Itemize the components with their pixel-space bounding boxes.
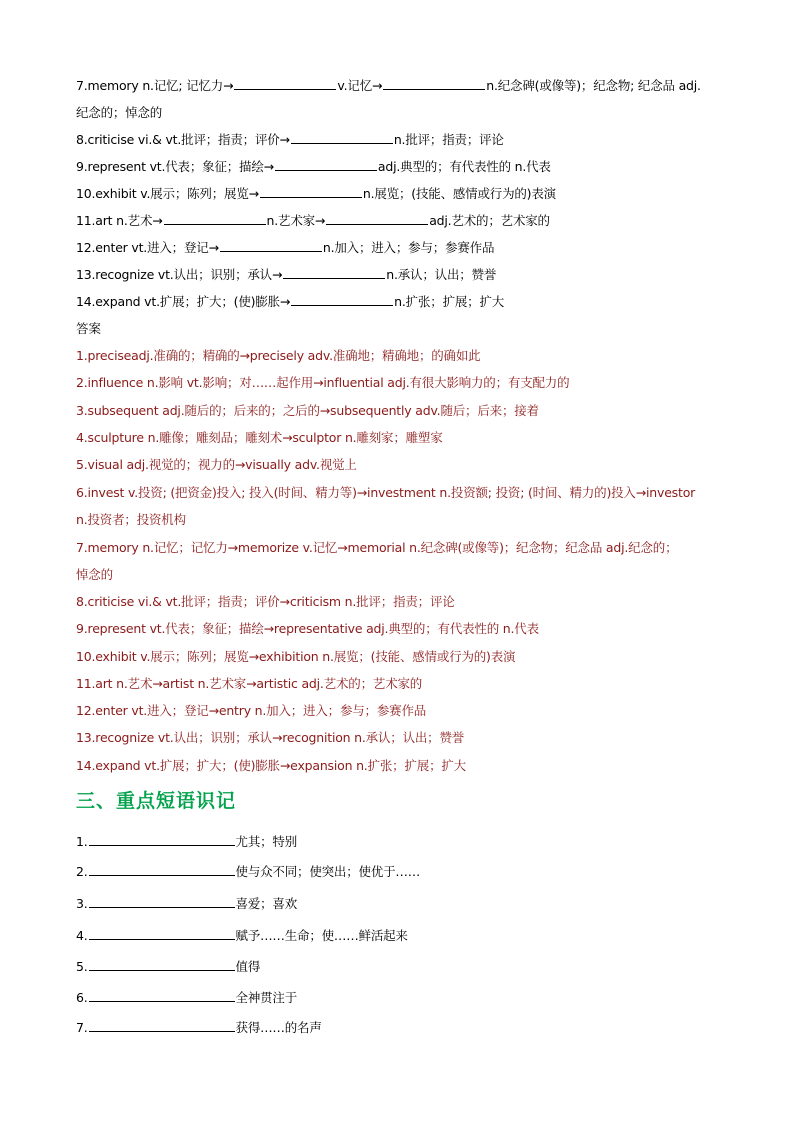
exercise-text: 11.art n.艺术→ — [76, 213, 163, 228]
exercise-line-9 — [76, 157, 726, 177]
phrase-blank[interactable] — [89, 926, 235, 940]
exercise-text: 13.recognize vt.认出；识别；承认→ — [76, 267, 283, 282]
exercise-line-7-cont — [76, 103, 726, 123]
phrase-blank[interactable] — [89, 988, 235, 1002]
answer-line: 11.art n.艺术→artist n.艺术家→artistic adj.艺术的；艺术家的 — [76, 676, 423, 691]
exercise-text: 12.enter vt.进入；登记→ — [76, 240, 219, 255]
phrase-meaning: 全神贯注于 — [235, 990, 298, 1005]
answer-line: 12.enter vt.进入；登记→entry n.加入；进入；参与；参赛作品 — [76, 703, 427, 718]
exercise-text: n.批评；指责；评论 — [393, 132, 504, 147]
phrase-blank[interactable] — [89, 894, 235, 908]
answer-blank[interactable] — [291, 292, 393, 306]
answer-blank[interactable] — [234, 76, 336, 90]
answer-line: 4.sculpture n.雕像；雕刻品；雕刻术→sculptor n.雕刻家；雕塑家 — [76, 430, 443, 445]
phrase-number: 7. — [76, 1020, 88, 1035]
phrase-line-1 — [76, 832, 726, 852]
exercise-text: adj.艺术的；艺术家的 — [429, 213, 550, 228]
answer-line: n.投资者；投资机构 — [76, 512, 186, 527]
phrase-blank[interactable] — [89, 1018, 235, 1032]
answer-line: 5.visual adj.视觉的；视力的→visually adv.视觉上 — [76, 457, 357, 472]
exercise-text: adj.典型的；有代表性的 n.代表 — [377, 159, 551, 174]
answer-blank[interactable] — [164, 211, 266, 225]
exercise-line-8 — [76, 130, 726, 150]
exercise-text: v.记忆→ — [337, 78, 383, 93]
answer-blank[interactable] — [283, 265, 385, 279]
phrase-number: 1. — [76, 834, 88, 849]
phrase-blank[interactable] — [89, 862, 235, 876]
phrase-line-4 — [76, 926, 726, 946]
answer-line: 1.preciseadj.准确的；精确的→precisely adv.准确地；精确地；的确如此 — [76, 348, 481, 363]
answer-blank[interactable] — [275, 157, 377, 171]
answer-line: 9.represent vt.代表；象征；描绘→representative adj.典型的；有代表性的 n.代表 — [76, 621, 539, 636]
exercise-text: n.艺术家→ — [266, 213, 326, 228]
answer-line: 13.recognize vt.认出；识别；承认→recognition n.承认；认出；赞誉 — [76, 730, 465, 745]
phrase-meaning: 值得 — [235, 959, 261, 974]
answer-line: 悼念的 — [76, 567, 113, 582]
phrase-line-7 — [76, 1018, 726, 1038]
answer-line: 10.exhibit v.展示；陈列；展览→exhibition n.展览；(技能、感情或行为的)表演 — [76, 649, 516, 664]
phrase-meaning: 尤其；特别 — [235, 834, 298, 849]
phrase-meaning: 获得……的名声 — [235, 1020, 322, 1035]
exercise-line-11 — [76, 211, 726, 231]
answer-blank[interactable] — [260, 184, 362, 198]
answer-line: 8.criticise vi.& vt.批评；指责；评价→criticism n.批评；指责；评论 — [76, 594, 455, 609]
answer-label: 答案 — [76, 321, 102, 336]
answer-line: 14.expand vt.扩展；扩大；(使)膨胀→expansion n.扩张；扩展；扩大 — [76, 758, 466, 773]
phrase-blank[interactable] — [89, 957, 235, 971]
exercise-line-10 — [76, 184, 726, 204]
exercise-text: 纪念的；悼念的 — [76, 105, 163, 120]
exercise-text: n.纪念碑(或像等)；纪念物; 纪念品 adj. — [486, 78, 701, 93]
answer-blank[interactable] — [326, 211, 428, 225]
phrase-meaning: 使与众不同；使突出；使优于…… — [235, 864, 421, 879]
answer-blank[interactable] — [220, 238, 322, 252]
exercise-text: 10.exhibit v.展示；陈列；展览→ — [76, 186, 259, 201]
exercise-text: 9.represent vt.代表；象征；描绘→ — [76, 159, 274, 174]
phrase-number: 3. — [76, 896, 88, 911]
exercise-text: n.加入；进入；参与；参赛作品 — [322, 240, 495, 255]
exercise-text: 7.memory n.记忆; 记忆力→ — [76, 78, 234, 93]
exercise-text: n.展览；(技能、感情或行为的)表演 — [362, 186, 556, 201]
phrase-line-2 — [76, 862, 726, 882]
section-heading: 三、重点短语识记 — [76, 790, 237, 812]
answer-line: 7.memory n.记忆；记忆力→memorize v.记忆→memorial n.纪念碑(或像等)；纪念物；纪念品 adj.纪念的； — [76, 540, 678, 555]
exercise-text: n.扩张；扩展；扩大 — [394, 294, 505, 309]
exercise-text: 8.criticise vi.& vt.批评；指责；评价→ — [76, 132, 290, 147]
phrase-meaning: 喜爱；喜欢 — [235, 896, 298, 911]
phrase-number: 5. — [76, 959, 88, 974]
phrase-number: 2. — [76, 864, 88, 879]
exercise-line-12 — [76, 238, 726, 258]
exercise-line-7 — [76, 76, 726, 96]
phrase-meaning: 赋予……生命；使……鲜活起来 — [235, 928, 408, 943]
phrase-number: 4. — [76, 928, 88, 943]
phrase-number: 6. — [76, 990, 88, 1005]
exercise-text: 14.expand vt.扩展；扩大；(使)膨胀→ — [76, 294, 291, 309]
phrase-line-3 — [76, 894, 726, 914]
phrase-line-5 — [76, 957, 726, 977]
answer-blank[interactable] — [383, 76, 485, 90]
answer-line: 2.influence n.影响 vt.影响；对……起作用→influential adj.有很大影响力的；有支配力的 — [76, 375, 570, 390]
exercise-line-14 — [76, 292, 726, 312]
answer-line: 3.subsequent adj.随后的；后来的；之后的→subsequently adv.随后；后来；接着 — [76, 403, 539, 418]
exercise-line-13 — [76, 265, 726, 285]
phrase-line-6 — [76, 988, 726, 1008]
phrase-blank[interactable] — [89, 832, 235, 846]
exercise-text: n.承认；认出；赞誉 — [386, 267, 497, 282]
answer-line: 6.invest v.投资; (把资金)投入; 投入(时间、精力等)→investment n.投资额; 投资; (时间、精力的)投入→investor — [76, 485, 696, 500]
answer-blank[interactable] — [291, 130, 393, 144]
